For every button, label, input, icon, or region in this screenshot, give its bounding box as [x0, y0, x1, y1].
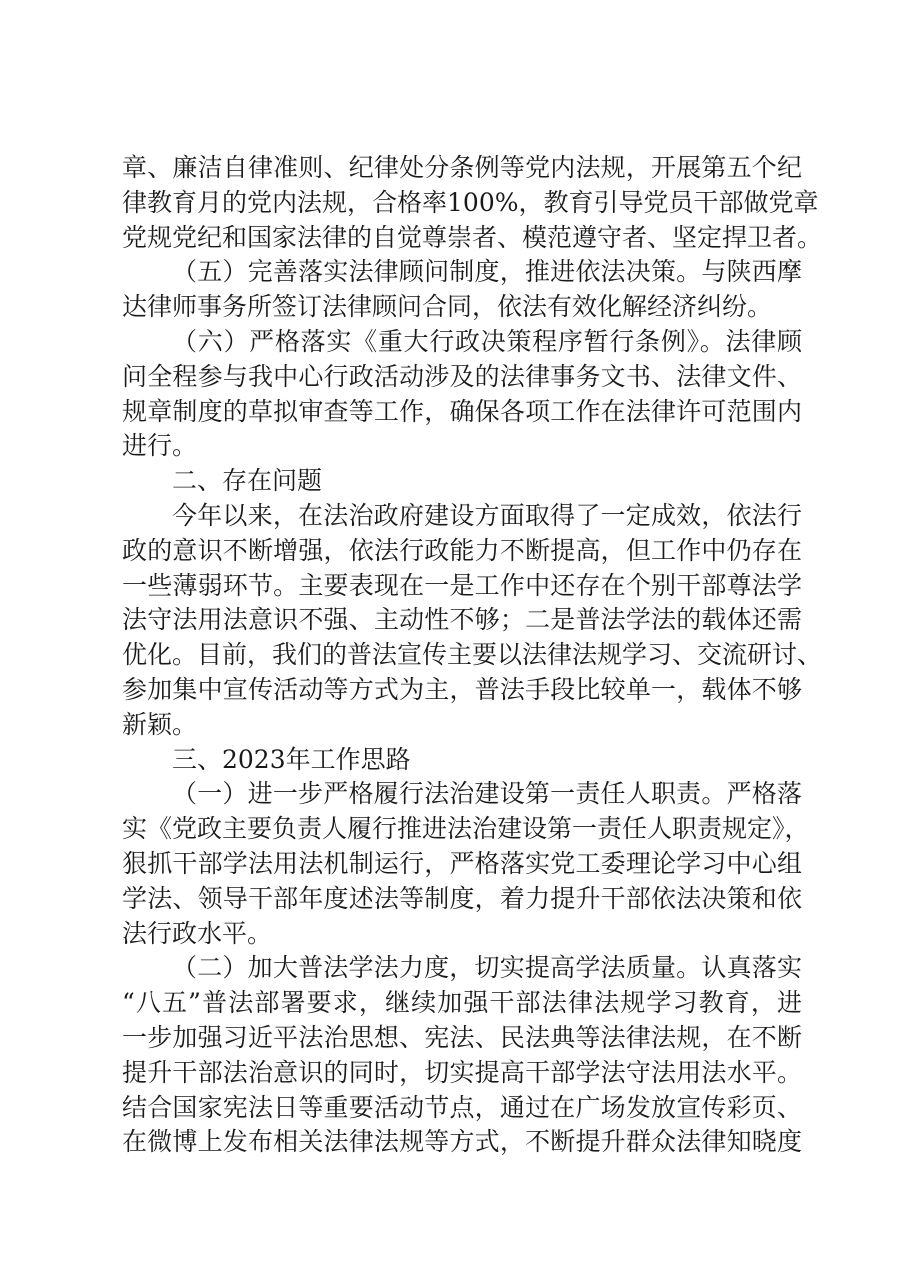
text-line: 三、2023年工作思路: [172, 744, 411, 774]
text-line: 政的意识不断增强，依法行政能力不断提高，但工作中仍存在: [122, 535, 802, 565]
text-line: 法守法用法意识不强、主动性不够；二是普法学法的载体还需: [122, 605, 802, 635]
text-line: 今年以来，在法治政府建设方面取得了一定成效，依法行: [172, 500, 802, 530]
text-line: 一些薄弱环节。主要表现在一是工作中还存在个别干部尊法学: [122, 570, 802, 600]
text-line: 提升干部法治意识的同时，切实提高干部学法守法用法水平。: [122, 1057, 802, 1087]
text-line: 达律师事务所签订法律顾问合同，依法有效化解经济纠纷。: [122, 292, 773, 322]
text-line: 律教育月的党内法规，合格率100%，教育引导党员干部做党章: [122, 187, 819, 217]
text-line: （一）进一步严格履行法治建设第一责任人职责。严格落: [172, 779, 802, 809]
text-line: （二）加大普法学法力度，切实提高学法质量。认真落实: [172, 953, 802, 983]
text-line: 党规党纪和国家法律的自觉尊崇者、模范遵守者、坚定捍卫者。: [122, 222, 823, 252]
text-line: 实《党政主要负责人履行推进法治建设第一责任人职责规定》，: [122, 814, 810, 844]
text-line: 章、廉洁自律准则、纪律处分条例等党内法规，开展第五个纪: [122, 153, 802, 182]
text-line: 参加集中宣传活动等方式为主，普法手段比较单一，载体不够: [122, 674, 802, 704]
text-line: 法行政水平。: [122, 918, 273, 948]
text-line: 新颖。: [122, 709, 198, 739]
text-line: 优化。目前，我们的普法宣传主要以法律法规学习、交流研讨、: [122, 640, 823, 670]
text-line: （五）完善落实法律顾问制度，推进依法决策。与陕西摩: [172, 257, 802, 287]
text-line: 在微博上发布相关法律法规等方式，不断提升群众法律知晓度: [122, 1127, 802, 1157]
text-line: “八五”普法部署要求，继续加强干部法律法规学习教育，进: [122, 988, 802, 1018]
text-line: 规章制度的草拟审查等工作，确保各项工作在法律许可范围内: [122, 396, 802, 426]
text-line: 问全程参与我中心行政活动涉及的法律事务文书、法律文件、: [122, 361, 802, 391]
text-line: 一步加强习近平法治思想、宪法、民法典等法律法规，在不断: [122, 1022, 802, 1052]
text-line: 学法、领导干部年度述法等制度，着力提升干部依法决策和依: [122, 883, 802, 913]
text-line: 结合国家宪法日等重要活动节点，通过在广场发放宣传彩页、: [122, 1092, 802, 1122]
text-line: 二、存在问题: [172, 466, 323, 496]
text-line: 狠抓干部学法用法机制运行，严格落实党工委理论学习中心组: [122, 848, 802, 878]
document-body: [122, 151, 823, 1160]
text-line: （六）严格落实《重大行政决策程序暂行条例》。法律顾: [172, 326, 802, 356]
text-line: 进行。: [122, 431, 198, 461]
